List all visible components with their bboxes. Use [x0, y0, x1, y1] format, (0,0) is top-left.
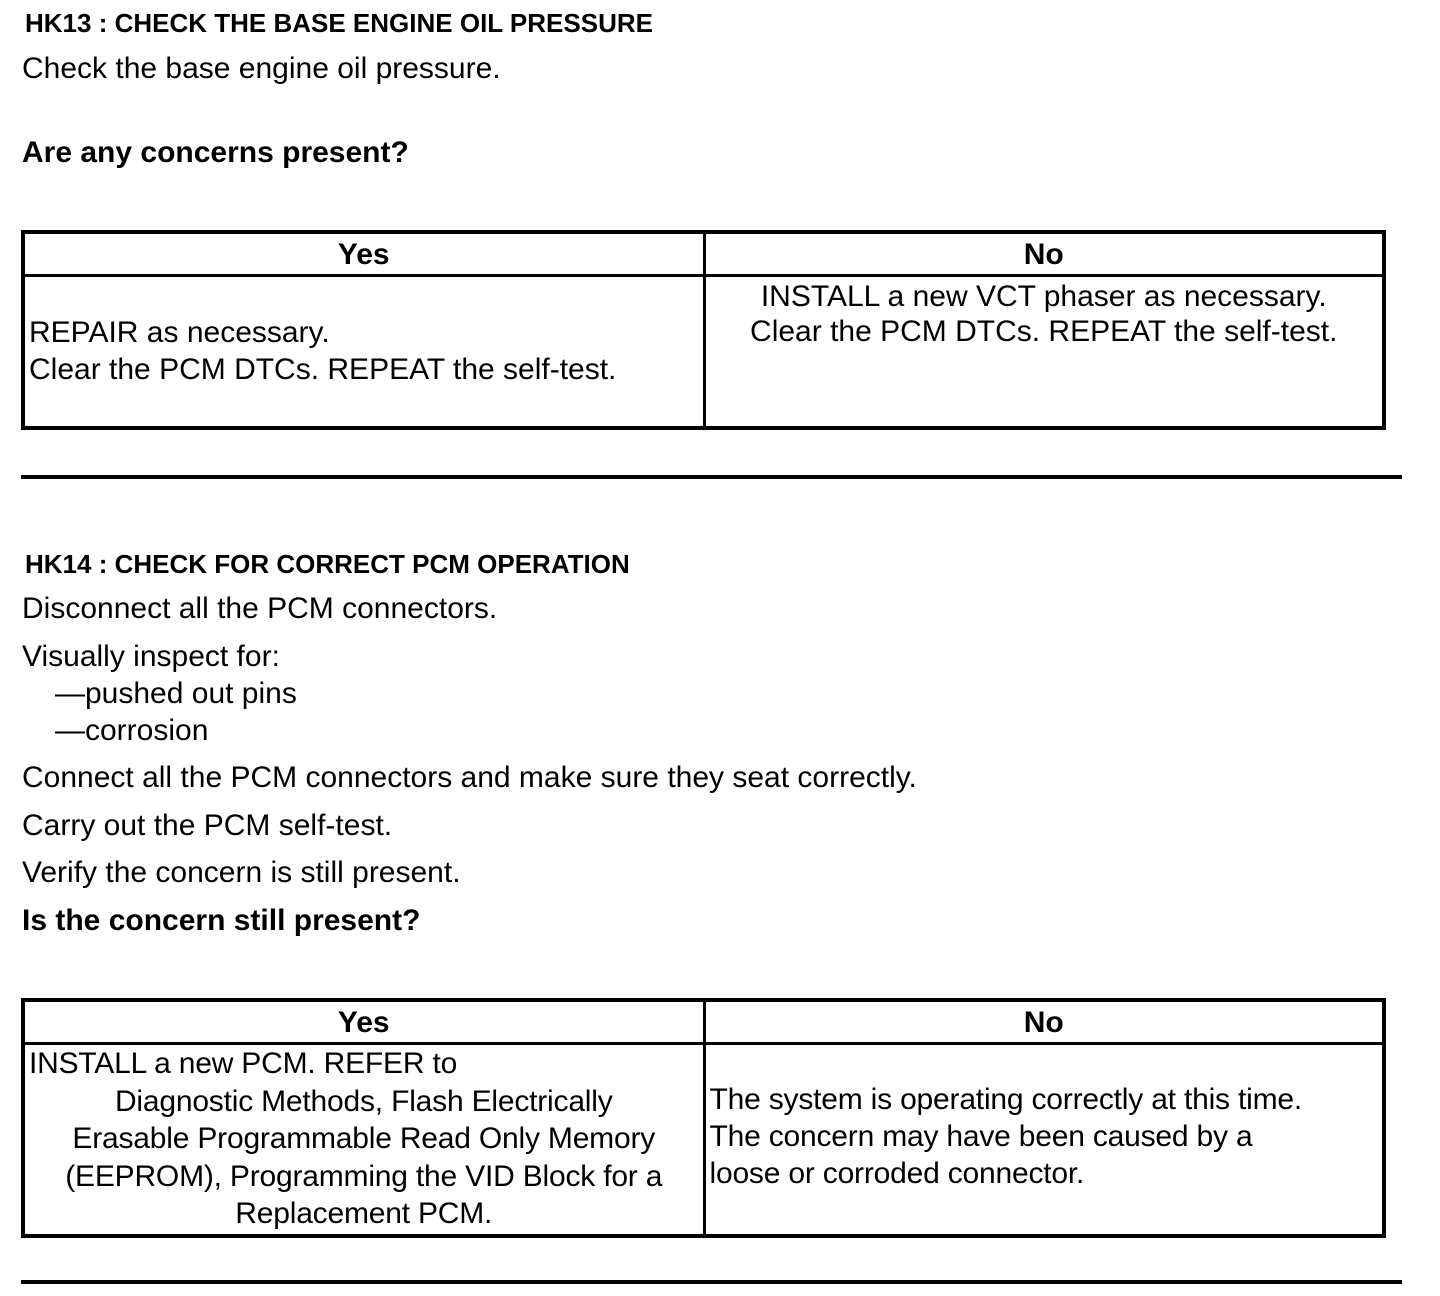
section-divider [21, 475, 1402, 479]
hk14-question: Is the concern still present? [22, 904, 421, 937]
section-divider-bottom [21, 1280, 1402, 1284]
hk14-no-header: No [704, 1000, 1384, 1044]
hk14-step2: Visually inspect for: [22, 640, 280, 673]
hk13-yes-line2: Clear the PCM DTCs. REPEAT the self-test. [29, 353, 617, 387]
hk14-no-line3: loose or corroded connector. [709, 1156, 1085, 1190]
hk14-yes-line5: Replacement PCM. [235, 1197, 493, 1230]
hk13-no-line1: INSTALL a new VCT phaser as necessary. [760, 280, 1327, 313]
hk14-step1: Disconnect all the PCM connectors. [22, 592, 498, 625]
hk13-heading: HK13 : CHECK THE BASE ENGINE OIL PRESSURE [25, 8, 653, 38]
hk13-decision-table [21, 230, 1386, 430]
hk14-step5: Verify the concern is still present. [22, 856, 461, 889]
hk14-yes-line4: (EEPROM), Programming the VID Block for a [65, 1159, 663, 1193]
hk13-no-header: No [704, 232, 1384, 276]
hk13-no-line2: Clear the PCM DTCs. REPEAT the self-test. [750, 315, 1338, 348]
hk14-no-cell [704, 1044, 1384, 1236]
hk13-yes-header: Yes [23, 232, 704, 276]
hk14-yes-header: Yes [23, 1000, 704, 1044]
hk14-no-line2: The concern may have been caused by a [709, 1119, 1253, 1153]
hk14-heading: HK14 : CHECK FOR CORRECT PCM OPERATION [25, 549, 630, 579]
hk13-yes-cell [23, 276, 704, 428]
hk13-yes-line1: REPAIR as necessary. [29, 316, 330, 350]
hk14-step3: Connect all the PCM connectors and make sure they seat correctly. [22, 761, 917, 794]
hk13-step: Check the base engine oil pressure. [22, 52, 501, 85]
hk14-decision-table [21, 998, 1386, 1238]
hk14-bullet1: —pushed out pins [55, 677, 297, 710]
hk14-no-line1: The system is operating correctly at this time. [709, 1082, 1302, 1116]
hk14-yes-line2: Diagnostic Methods, Flash Electrically [114, 1084, 613, 1118]
hk14-yes-cell [23, 1044, 704, 1236]
hk13-question: Are any concerns present? [22, 136, 409, 169]
hk13-no-cell [704, 276, 1384, 428]
hk14-yes-line3: Erasable Programmable Read Only Memory [72, 1122, 656, 1155]
hk14-yes-line1: INSTALL a new PCM. REFER to [29, 1047, 458, 1080]
hk14-step4: Carry out the PCM self-test. [22, 809, 393, 842]
hk14-bullet2: —corrosion [55, 714, 209, 747]
